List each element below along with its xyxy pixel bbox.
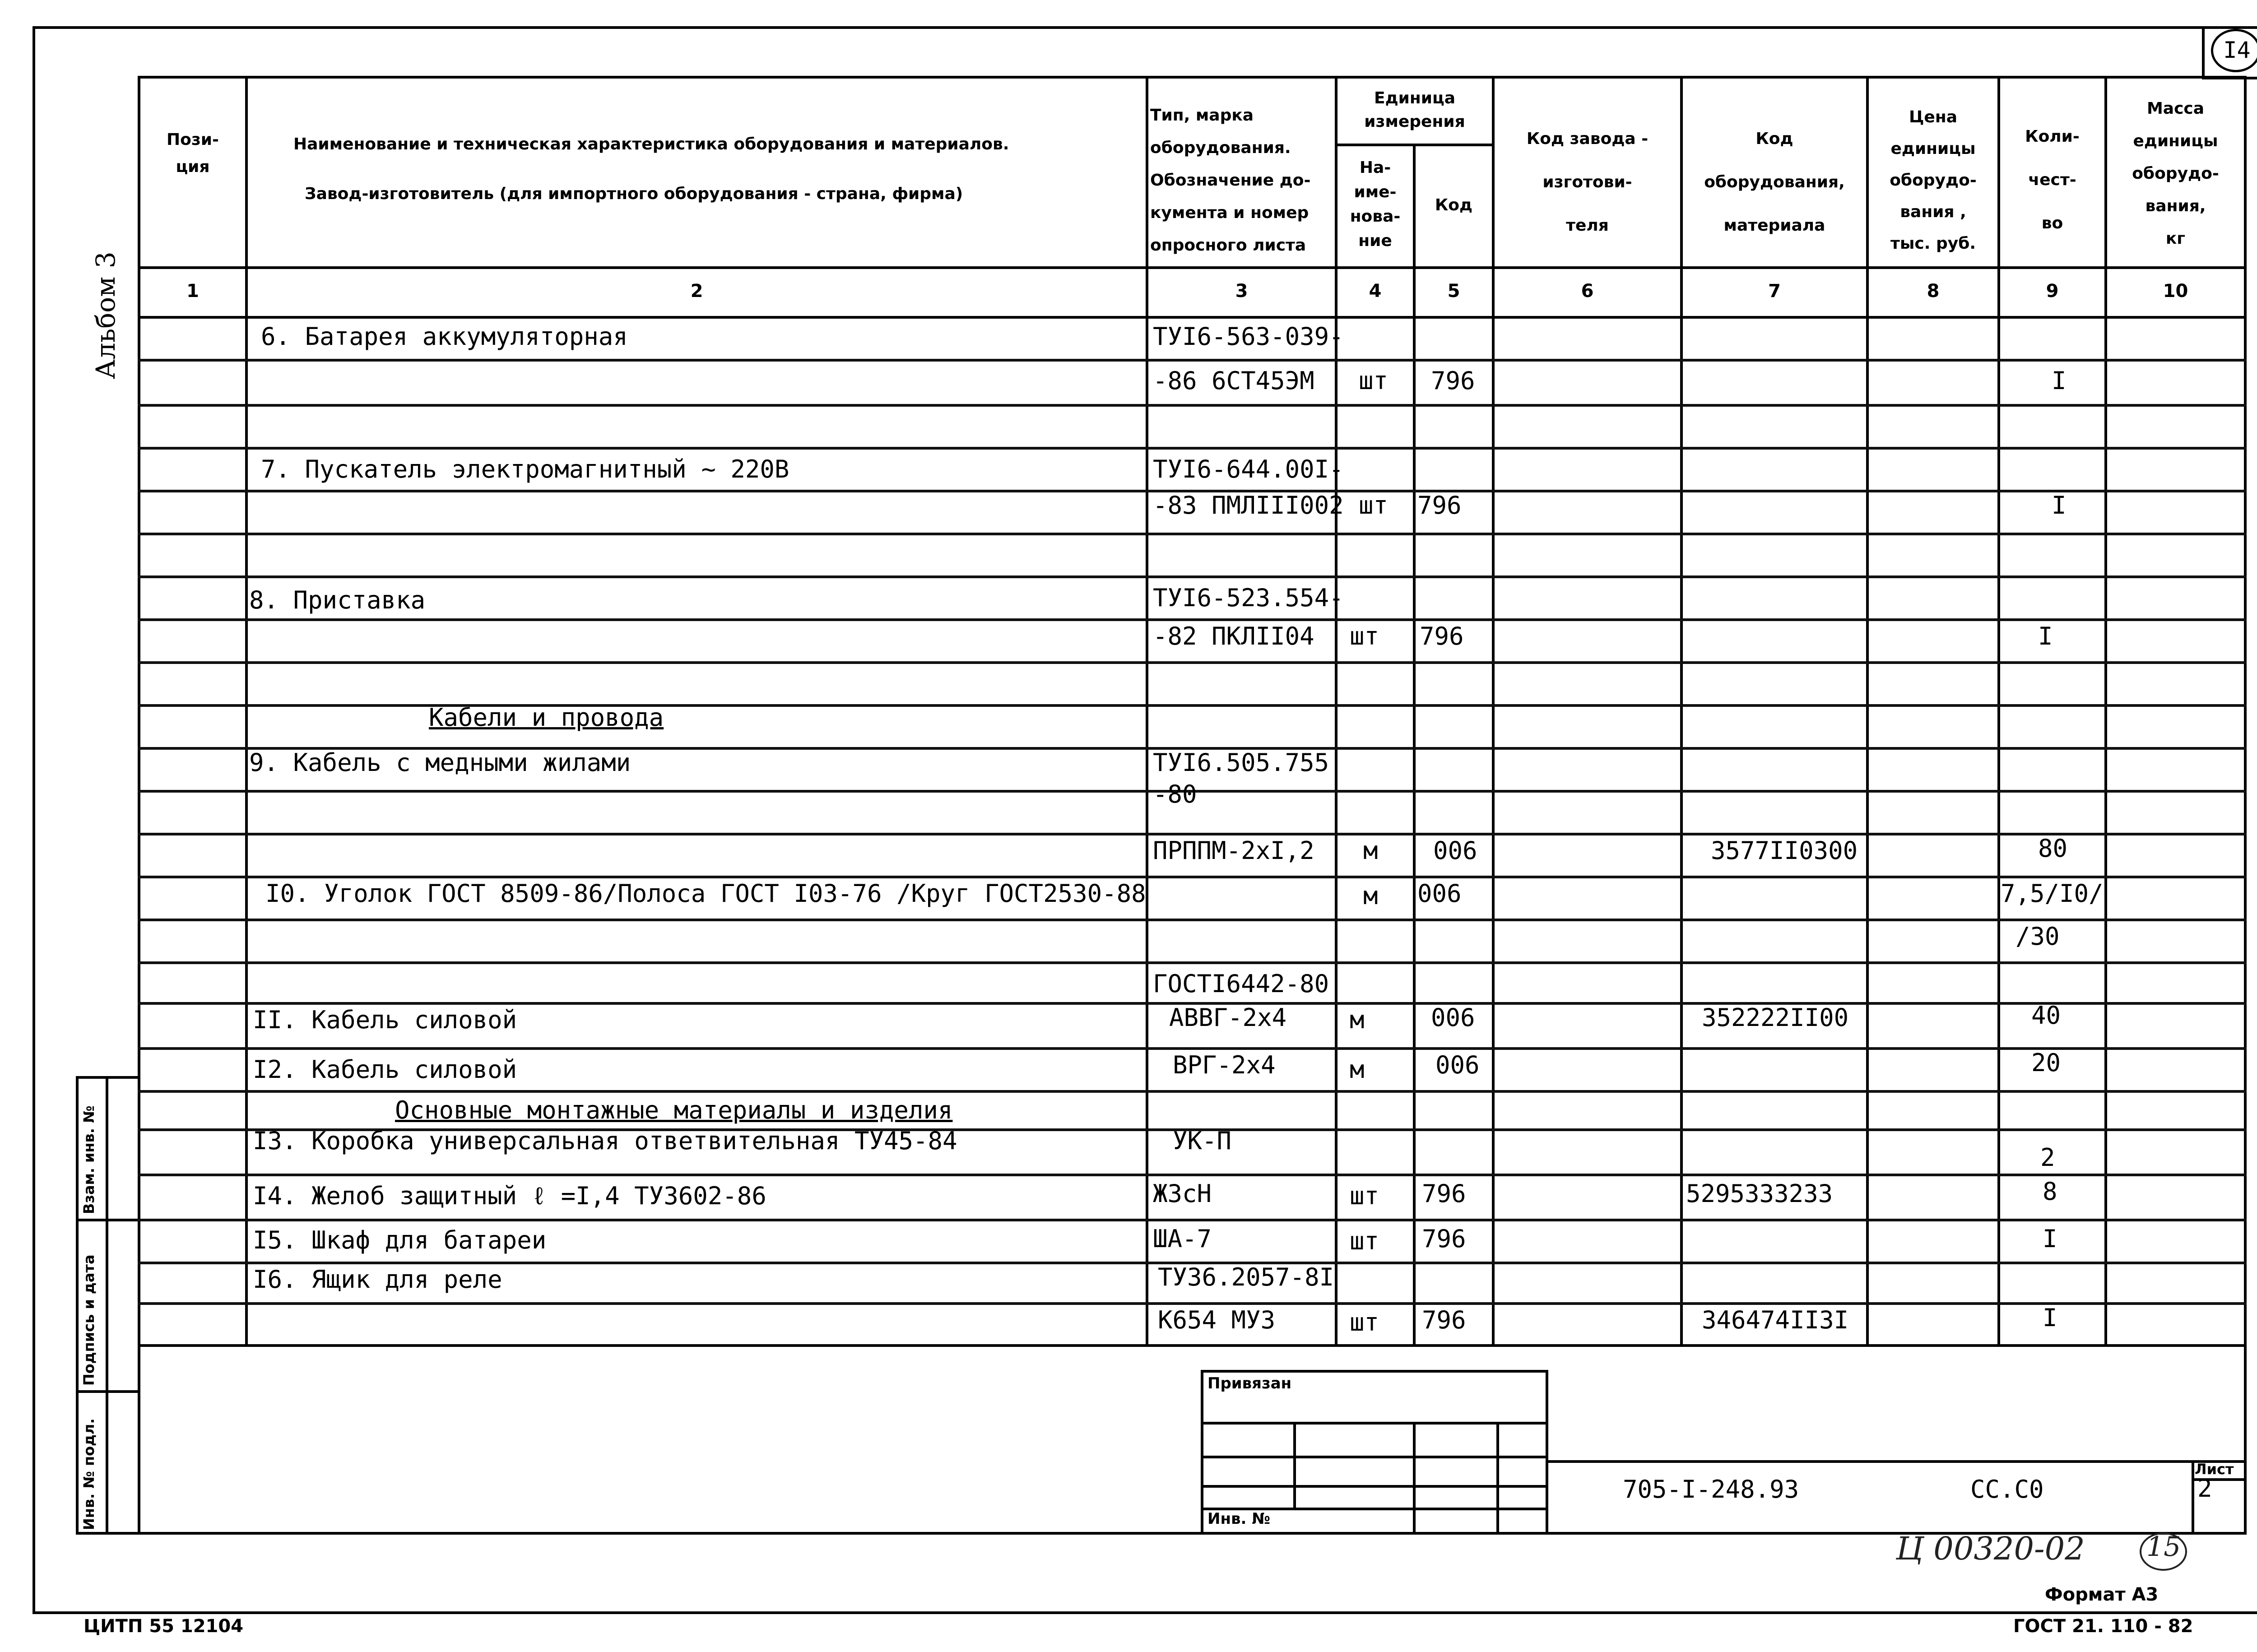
table-row-qty: I <box>2043 1225 2057 1253</box>
header-price: Цена единицы оборудо- вания , тыс. руб. <box>1890 108 1977 253</box>
handwritten-circled-number: 15 <box>2146 1531 2181 1563</box>
table-row-unit: шт <box>1350 622 1379 650</box>
table-row-type: ПРППМ-2хI,2 <box>1153 836 1314 865</box>
table-row-material-code: 5295333233 <box>1686 1179 1833 1208</box>
table-row-name: I2. Кабель силовой <box>253 1055 517 1084</box>
table-row-code: 796 <box>1417 491 1462 520</box>
album-label: Альбом 3 <box>90 251 121 379</box>
list-label: Лист <box>2195 1461 2234 1478</box>
table-row-name: I3. Коробка универсальная ответвительная ТУ45-84 <box>253 1127 957 1155</box>
section-heading-materials: Основные монтажные материалы и изделия <box>395 1096 953 1124</box>
table-row-qty: I <box>2052 491 2067 520</box>
table-row-type: УК-П <box>1173 1127 1232 1155</box>
header-name: Наименование и техническая характеристика оборудования и материалов. Завод-изготовитель (для импортного оборудования - страна, фирма) <box>293 135 1009 203</box>
col-number: 5 <box>1447 281 1460 302</box>
table-row-type: -83 ПМЛIII002 <box>1153 491 1344 520</box>
colnum-bottom-line <box>138 316 2247 319</box>
table-row-unit: м <box>1363 836 1378 865</box>
table-row-code: 796 <box>1422 1179 1466 1208</box>
format-label: Формат А3 <box>2045 1584 2159 1605</box>
header-unit-code: Код <box>1435 196 1473 214</box>
side-stamp-vzam: Взам. инв. № <box>80 1105 98 1214</box>
header-position: Пози- ция <box>167 130 219 176</box>
corner-number-box <box>2202 26 2257 79</box>
table-row-qty: I <box>2052 367 2067 395</box>
table-row-type: АВВГ-2х4 <box>1169 1003 1287 1032</box>
header-mass: Масса единицы оборудо- вания, кг <box>2132 99 2219 248</box>
header-bottom-line <box>138 266 2247 269</box>
table-row-type: ТУI6-644.00I- <box>1153 455 1344 483</box>
col-number: 4 <box>1369 281 1382 302</box>
footer-left: ЦИТП 55 12104 <box>84 1616 244 1637</box>
table-row-unit: м <box>1350 1055 1365 1084</box>
table-row-qty: 20 <box>2031 1049 2061 1077</box>
table-row-qty: 40 <box>2031 1001 2061 1030</box>
table-row-name: I5. Шкаф для батареи <box>253 1226 547 1254</box>
table-row-unit: шт <box>1350 1308 1379 1336</box>
table-row-type: ТУI6-523.554- <box>1153 584 1344 612</box>
stamp-inv-label: Инв. № <box>1207 1510 1271 1528</box>
document-mark: СС.С0 <box>1970 1475 2044 1504</box>
table-row-code: 796 <box>1422 1306 1466 1334</box>
table-row-type: ША-7 <box>1153 1225 1212 1253</box>
header-type: Тип, марка оборудования. Обозначение до- кумента и номер опросного листа <box>1150 106 1311 255</box>
table-row-code: 796 <box>1431 367 1475 395</box>
header-quantity: Коли- чест- во <box>2025 127 2080 232</box>
table-row-material-code: 346474II3I <box>1702 1306 1849 1334</box>
title-block-line <box>1548 1460 2247 1463</box>
col-number: 8 <box>1927 281 1940 302</box>
col-number: 7 <box>1768 281 1781 302</box>
table-row-code: 006 <box>1435 1051 1480 1079</box>
table-row-type: ГОСТI6442-80 <box>1153 970 1329 998</box>
table-row-type: ТУI6.505.755 <box>1153 748 1329 777</box>
col-number: 6 <box>1581 281 1594 302</box>
footer-right: ГОСТ 21. 110 - 82 <box>2013 1616 2193 1637</box>
table-row-code: 006 <box>1431 1003 1475 1032</box>
table-body-bottom <box>138 1344 2247 1347</box>
table-row-qty: 8 <box>2043 1177 2057 1206</box>
table-row-type: ЖЗсН <box>1153 1179 1212 1208</box>
header-unit: Единица измерения <box>1364 89 1465 131</box>
table-row-code: 006 <box>1417 879 1462 908</box>
table-row-unit: м <box>1350 1006 1365 1034</box>
table-row-name: 7. Пускатель электромагнитный ~ 220В <box>261 455 789 483</box>
table-row-code: 006 <box>1433 836 1477 865</box>
document-code: 705-I-248.93 <box>1623 1475 1799 1504</box>
header-factory-code: Код завода - изготови- теля <box>1526 130 1649 235</box>
col-number: 10 <box>2163 281 2188 302</box>
table-row-code: 796 <box>1420 622 1464 650</box>
table-row-qty: 80 <box>2038 834 2068 863</box>
table-row-type: -82 ПКЛII04 <box>1153 622 1314 650</box>
handwritten-code: Ц 00320-02 <box>1896 1530 2085 1567</box>
table-row-type: -86 6СТ45ЭМ <box>1153 367 1314 395</box>
table-row-unit: шт <box>1350 1227 1379 1255</box>
col-number: 9 <box>2046 281 2059 302</box>
side-stamp-inv-podl: Инв. № подл. <box>80 1418 98 1530</box>
table-row-qty: 7,5/I0/ <box>2001 879 2104 908</box>
table-row-qty: I <box>2038 622 2053 650</box>
table-row-qty: /30 <box>2016 922 2060 951</box>
col-number: 2 <box>690 281 703 302</box>
table-row-unit: шт <box>1359 367 1389 395</box>
header-material-code: Код оборудования, материала <box>1704 130 1845 235</box>
list-number: 2 <box>2197 1474 2212 1503</box>
table-row-code: 796 <box>1422 1225 1466 1253</box>
section-heading-cables: Кабели и провода <box>429 703 664 732</box>
table-row-name: 6. Батарея аккумуляторная <box>261 322 628 351</box>
header-unit-name: На- име- нова- ние <box>1350 158 1401 250</box>
table-row-unit: шт <box>1359 491 1389 520</box>
col-number: 3 <box>1235 281 1248 302</box>
table-row-qty: 2 <box>2040 1143 2055 1172</box>
side-stamp-podpis: Подпись и дата <box>80 1254 98 1386</box>
table-row-unit: м <box>1363 882 1378 910</box>
table-row-name: I6. Ящик для реле <box>253 1265 502 1294</box>
table-row-name: 9. Кабель с медными жилами <box>249 748 631 777</box>
table-row-type: ТУ36.2057-8I <box>1158 1263 1334 1291</box>
table-row-material-code: 3577II0300 <box>1711 836 1858 865</box>
binding-stamp-label: Привязан <box>1207 1374 1292 1392</box>
table-row-qty: I <box>2043 1304 2057 1332</box>
table-row-name: I0. Уголок ГОСТ 8509-86/Полоса ГОСТ I03-76 /Круг ГОСТ2530-88 <box>265 879 1146 908</box>
table-row-type: ТУI6-563-039- <box>1153 322 1344 351</box>
table-row-type: -80 <box>1153 780 1197 808</box>
table-row-unit: шт <box>1350 1182 1379 1210</box>
col-number: 1 <box>186 281 199 302</box>
table-row-material-code: 352222II00 <box>1702 1003 1849 1032</box>
table-row-name: I4. Желоб защитный ℓ =I,4 ТУ3602-86 <box>253 1182 766 1210</box>
table-row-type: К654 МУЗ <box>1158 1306 1276 1334</box>
table-row-name: II. Кабель силовой <box>253 1006 517 1034</box>
corner-number: I4 <box>2223 37 2251 63</box>
table-row-type: ВРГ-2х4 <box>1173 1051 1276 1079</box>
table-row-name: 8. Приставка <box>249 586 426 614</box>
